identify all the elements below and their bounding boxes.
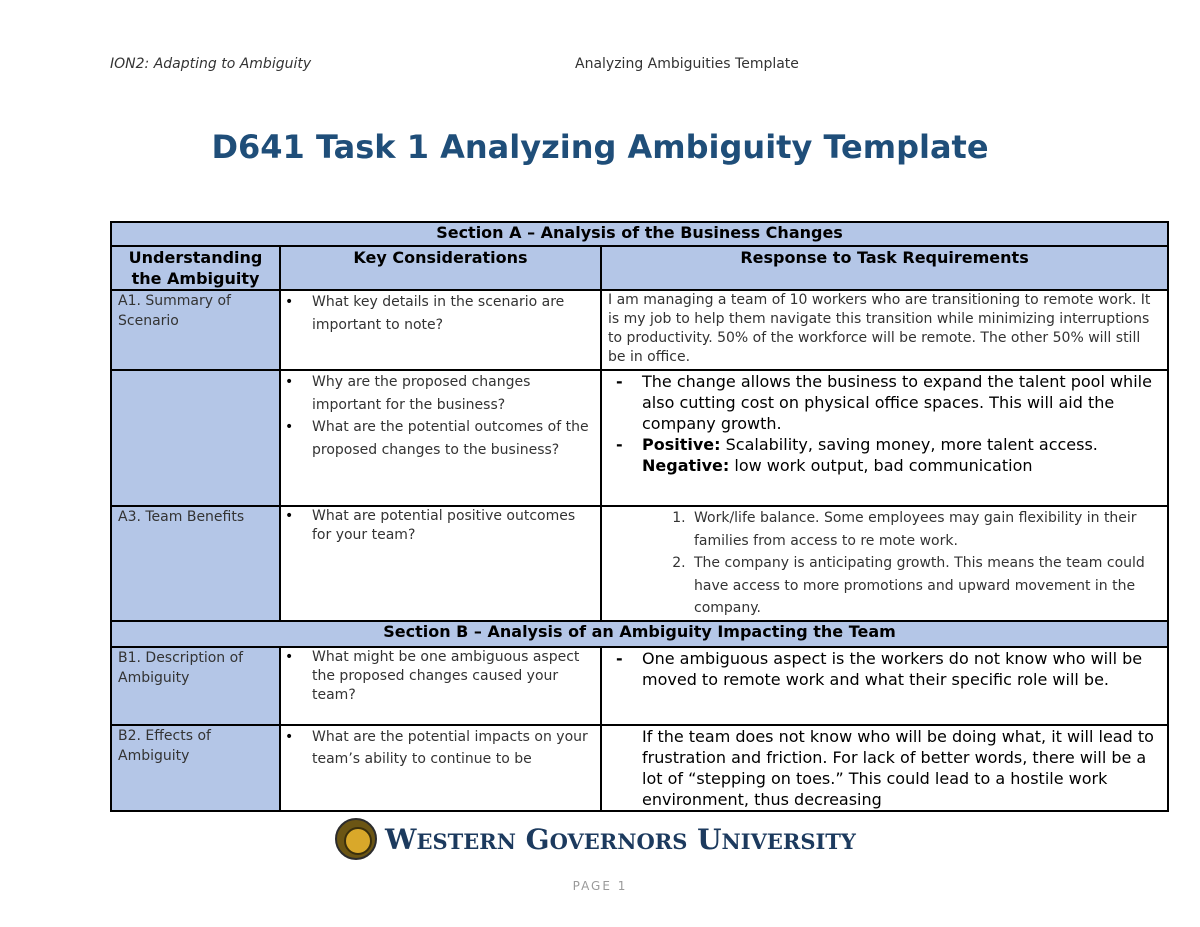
positive-label: Positive: <box>642 435 721 454</box>
table-row <box>111 647 1168 725</box>
consideration-item: • What are the potential outcomes of the proposed changes to the business? <box>312 416 594 461</box>
row-label-a2 <box>111 370 280 506</box>
row-label-a3: A3. Team Benefits <box>111 506 280 621</box>
consideration-item: • What key details in the scenario are important to note? <box>312 291 594 336</box>
response-a1: I am managing a team of 10 workers who are transitioning to remote work. It is my job to help them navigate this transition while minimizing interruptions to productivity. 50% of the workforce will be remote. The other 50% will still be in office. <box>601 290 1168 370</box>
table-row <box>111 370 1168 506</box>
template-table <box>110 221 1169 812</box>
section-a-heading: Section A – Analysis of the Business Changes <box>111 222 1168 246</box>
document-title: D641 Task 1 Analyzing Ambiguity Template <box>211 128 989 166</box>
header-doc-label: Analyzing Ambiguities Template <box>575 56 799 72</box>
response-list-a2 <box>608 371 1161 476</box>
header-course-label: ION2: Adapting to Ambiguity <box>110 56 312 72</box>
section-b-heading: Section B – Analysis of an Ambiguity Impacting the Team <box>111 621 1168 647</box>
table-row <box>111 506 1168 621</box>
response-item <box>642 434 1161 476</box>
column-header-understanding: Understanding the Ambiguity <box>111 246 280 290</box>
logo-wordmark: WESTERN GOVERNORS UNIVERSITY <box>385 823 856 856</box>
wgu-logo <box>335 818 856 862</box>
negative-label: Negative: <box>642 456 730 475</box>
considerations-list <box>287 648 594 705</box>
benefit-item: 2. The company is anticipating growth. This means the team could have access to more promotions and upward movement in the company. <box>690 552 1161 620</box>
benefits-list <box>608 507 1161 620</box>
negative-text: low work output, bad communication <box>729 456 1033 475</box>
row-label-b1: B1. Description of Ambiguity <box>111 647 280 725</box>
consideration-item: • What might be one ambiguous aspect the proposed changes caused your team? <box>312 648 594 705</box>
consideration-item: • What are potential positive outcomes for your team? <box>312 507 594 545</box>
university-seal-icon <box>335 818 377 860</box>
page-number: PAGE 1 <box>572 879 628 893</box>
table-row <box>111 725 1168 811</box>
response-list-b1 <box>608 648 1161 690</box>
considerations-list <box>287 507 594 545</box>
consideration-item: • What are the potential impacts on your team’s ability to continue to be <box>312 726 594 771</box>
row-label-b2: B2. Effects of Ambiguity <box>111 725 280 811</box>
response-item: - One ambiguous aspect is the workers do not know who will be moved to remote work and what their specific role will be. <box>642 648 1161 690</box>
consideration-item: • Why are the proposed changes important for the business? <box>312 371 594 416</box>
response-item: - The change allows the business to expand the talent pool while also cutting cost on physical office spaces. This will aid the company growth. <box>642 371 1161 434</box>
considerations-list <box>287 371 594 461</box>
considerations-list <box>287 291 594 336</box>
row-label-a1: A1. Summary of Scenario <box>111 290 280 370</box>
considerations-list <box>287 726 594 771</box>
table-row <box>111 290 1168 370</box>
response-b2: If the team does not know who will be doing what, it will lead to frustration and friction. For lack of better words, there will be a lot of “stepping on toes.” This could lead to a hostile work environment, thus decreasing <box>642 726 1154 809</box>
column-header-response: Response to Task Requirements <box>601 246 1168 290</box>
benefit-item: 1. Work/life balance. Some employees may gain flexibility in their families from access to re mote work. <box>690 507 1161 552</box>
column-header-considerations: Key Considerations <box>280 246 601 290</box>
positive-text: Scalability, saving money, more talent access. <box>720 435 1098 454</box>
